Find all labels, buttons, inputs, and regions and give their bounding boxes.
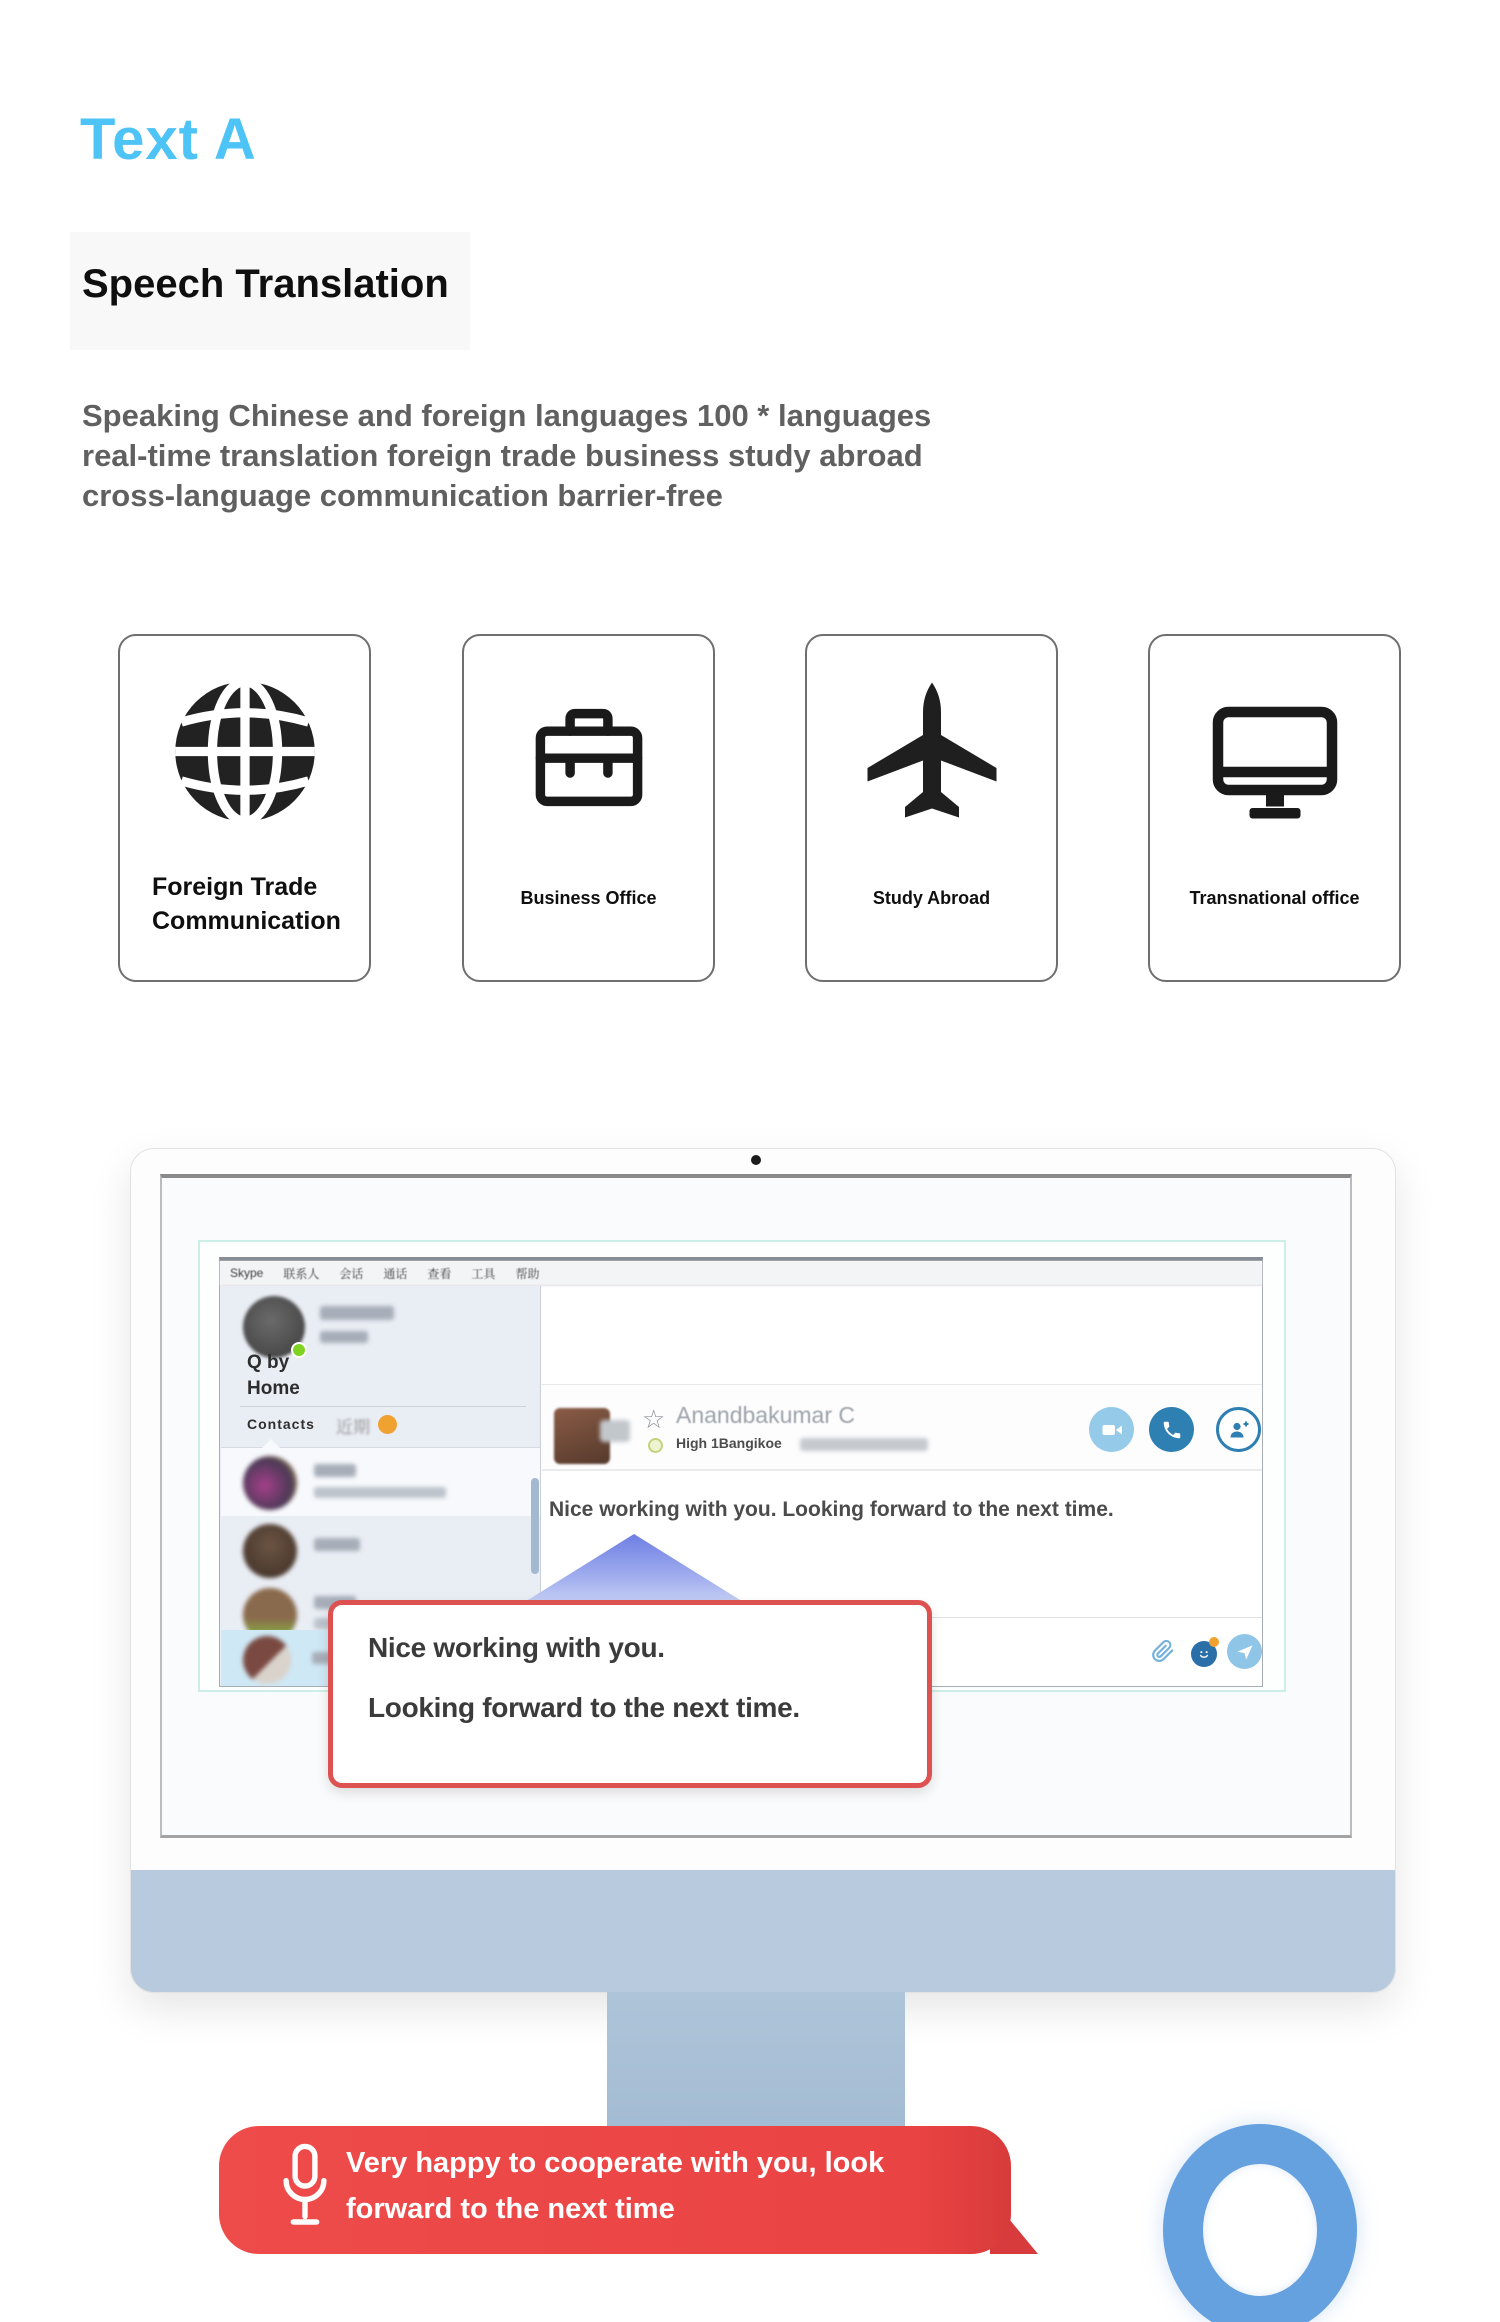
o-logo: [1163, 2124, 1357, 2322]
send-icon: [1235, 1642, 1255, 1662]
blurred-profile-name: [320, 1306, 394, 1320]
send-button[interactable]: [1227, 1634, 1262, 1669]
presence-dot-icon: [648, 1438, 663, 1453]
menu-item-contacts[interactable]: 联系人: [283, 1266, 320, 1281]
briefcase-icon: [521, 688, 656, 828]
menu-item-call[interactable]: 通话: [383, 1266, 408, 1281]
avatar: [243, 1636, 291, 1684]
card-label: Study Abroad: [872, 888, 991, 908]
description-line: real-time translation foreign trade business study abroad: [82, 438, 923, 473]
add-person-icon: [1227, 1418, 1251, 1442]
monitor-icon: [1200, 682, 1350, 837]
voice-speech-bubble: [219, 2126, 1011, 2254]
status-dot: [291, 1342, 307, 1358]
feature-card-business-office: [462, 634, 715, 982]
callout-text-line1: Nice working with you.: [368, 1632, 665, 1663]
notification-dot-icon: [1209, 1637, 1219, 1647]
microphone-icon: [278, 2142, 332, 2235]
avatar: [243, 1456, 297, 1510]
webcam-dot-icon: [751, 1155, 761, 1165]
globe-icon: [167, 674, 322, 834]
video-camera-icon: [1100, 1418, 1124, 1442]
recent-tab-label[interactable]: 近期: [336, 1418, 370, 1437]
divider: [542, 1469, 1262, 1471]
chat-message: Nice working with you. Looking forward to the next time.: [549, 1498, 1114, 1521]
blurred-contact-status: [314, 1487, 446, 1498]
phone-icon: [1161, 1419, 1183, 1441]
sidebar-profile-line2: Home: [247, 1378, 300, 1399]
avatar: [243, 1524, 297, 1578]
paperclip-icon[interactable]: [1150, 1638, 1176, 1669]
menu-item-conversation[interactable]: 会话: [339, 1266, 364, 1281]
menu-item-view[interactable]: 查看: [427, 1266, 452, 1281]
menu-item-skype[interactable]: Skype: [230, 1266, 264, 1280]
blurred-contact-name: [314, 1538, 360, 1551]
selected-tab-notch: [262, 1439, 280, 1448]
sidebar-scrollbar[interactable]: [531, 1478, 539, 1574]
airplane-icon: [857, 678, 1007, 833]
description-line: cross-language communication barrier-free: [82, 478, 723, 513]
blurred-profile-status: [320, 1331, 368, 1343]
monitor-stand: [607, 1992, 905, 2138]
card-label: Foreign Trade Communication: [152, 873, 341, 935]
chat-contact-status: High 1Bangikoe: [676, 1435, 782, 1451]
blurred-contact-name: [314, 1464, 356, 1477]
description: [82, 396, 1082, 516]
blurred-badge: [600, 1420, 630, 1442]
sidebar-profile-line1: Q by: [247, 1352, 290, 1373]
voice-call-button[interactable]: [1149, 1407, 1194, 1452]
card-label: Business Office: [520, 888, 657, 908]
contacts-tab-label[interactable]: Contacts: [247, 1416, 315, 1432]
menu-item-help[interactable]: 帮助: [515, 1266, 540, 1281]
monitor-chin: [131, 1870, 1395, 1992]
description-line: Speaking Chinese and foreign languages 100 * languages: [82, 398, 932, 433]
divider: [240, 1406, 526, 1407]
card-label: Transnational office: [1189, 888, 1360, 908]
feature-card-foreign-trade: [118, 634, 371, 982]
callout-text-line2: Looking forward to the next time.: [368, 1692, 800, 1723]
bubble-text-line1: Very happy to cooperate with you, look: [346, 2147, 885, 2179]
blurred-status-text: [800, 1438, 928, 1451]
section-tag: Text A: [80, 107, 257, 172]
add-contact-button[interactable]: [1216, 1407, 1261, 1452]
bubble-text-line2: forward to the next time: [346, 2193, 675, 2225]
notification-badge: [378, 1415, 397, 1434]
skype-menubar: [220, 1261, 1262, 1286]
chat-contact-name: Anandbakumar C: [676, 1402, 855, 1428]
feature-card-transnational-office: [1148, 634, 1401, 982]
menu-item-tools[interactable]: 工具: [471, 1266, 496, 1281]
page-title: Speech Translation: [82, 262, 449, 306]
feature-card-study-abroad: [805, 634, 1058, 982]
video-call-button[interactable]: [1089, 1407, 1134, 1452]
star-icon[interactable]: ☆: [642, 1404, 666, 1434]
